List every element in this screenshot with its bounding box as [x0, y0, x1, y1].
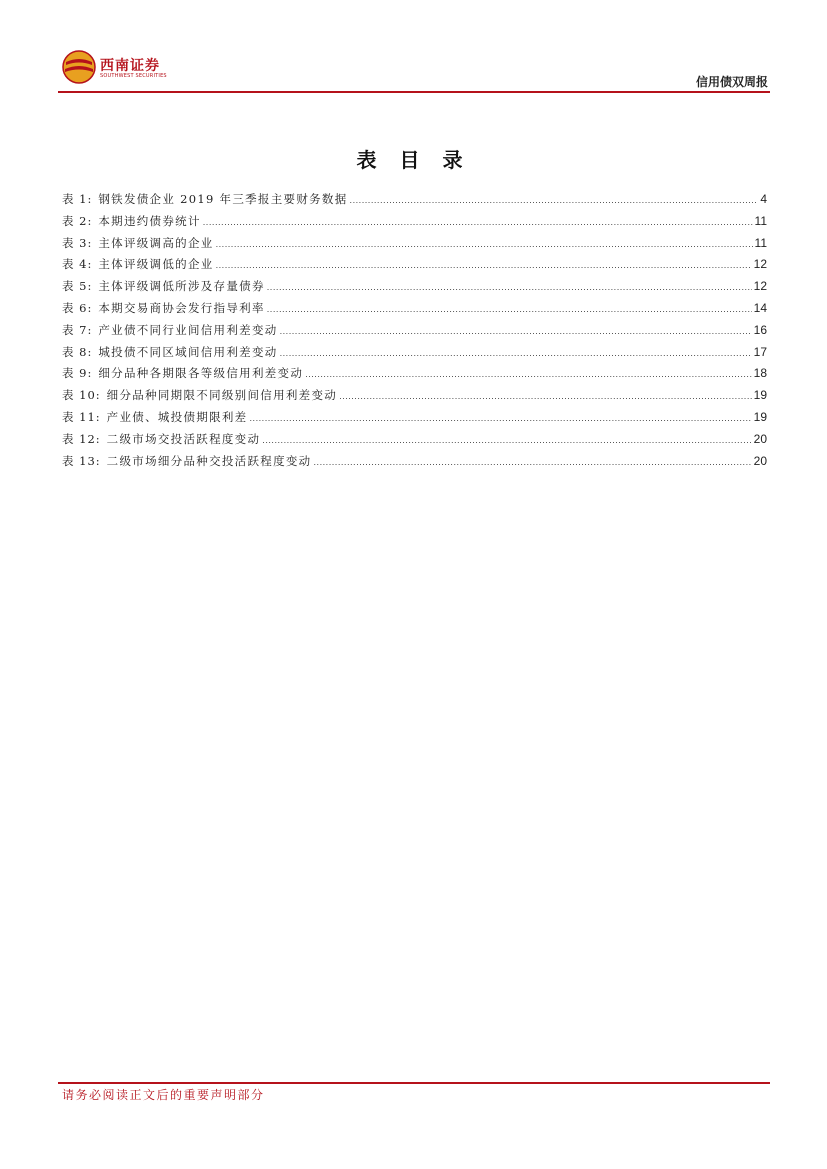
- toc-dot-leader: [267, 277, 752, 299]
- toc-entry[interactable]: [62, 320, 767, 342]
- toc-entry-page-number: 4: [760, 192, 767, 206]
- toc-dot-leader: [305, 364, 751, 386]
- toc-entry[interactable]: [62, 385, 767, 407]
- toc-entry-number: 表 13:: [62, 453, 101, 468]
- toc-entry-page-number: 18: [753, 366, 767, 381]
- toc-entry-label: 细分品种同期限不同级别间信用利差变动: [106, 388, 338, 403]
- toc-entry[interactable]: [62, 211, 767, 233]
- toc-entry[interactable]: [62, 363, 767, 385]
- toc-entry-number: 表 3:: [62, 235, 93, 250]
- toc-entry-label: 本期违约债券统计: [98, 213, 201, 228]
- toc-entry-label: 主体评级调低的企业: [98, 257, 214, 272]
- toc-entry-page-number: 17: [753, 344, 767, 359]
- toc-entry-number: 表 10:: [62, 388, 101, 403]
- toc-entry-number: 表 4:: [62, 257, 93, 272]
- toc-entry-number: 表 7:: [62, 322, 93, 337]
- toc-entry-label: 主体评级调低所涉及存量债券: [98, 279, 265, 294]
- toc-dot-leader: [262, 430, 751, 452]
- page-header: [58, 48, 770, 92]
- toc-entry-number: 表 8:: [62, 344, 93, 359]
- toc-entry[interactable]: [62, 342, 767, 364]
- toc-dot-leader: [313, 452, 751, 474]
- toc-entry-page-number: 12: [753, 257, 767, 272]
- logo-text-cn: 西南证券: [100, 58, 160, 74]
- report-type-label: 信用债双周报: [695, 75, 768, 89]
- toc-entry-page-number: 14: [753, 300, 767, 315]
- toc-entry[interactable]: [62, 189, 767, 211]
- logo-text-en: SOUTHWEST SECURITIES: [100, 73, 167, 79]
- toc-entry-label: 细分品种各期限各等级信用利差变动: [98, 366, 304, 381]
- toc-entry-label: 二级市场细分品种交投活跃程度变动: [106, 453, 312, 468]
- table-of-contents: [62, 189, 767, 472]
- toc-entry[interactable]: [62, 233, 767, 255]
- toc-entry-number: 表 9:: [62, 366, 93, 381]
- toc-dot-leader: [339, 386, 752, 408]
- southwest-securities-logo-icon: [62, 50, 96, 84]
- toc-entry-number: 表 1:: [62, 192, 93, 206]
- toc-entry-label: 本期交易商协会发行指导利率: [98, 300, 265, 315]
- toc-dot-leader: [216, 255, 752, 277]
- toc-entry-label: 产业债、城投债期限利差: [106, 409, 248, 424]
- toc-dot-leader: [280, 343, 752, 365]
- toc-entry-page-number: 11: [754, 213, 767, 228]
- toc-entry-page-number: 20: [753, 453, 767, 468]
- toc-entry-label: 二级市场交投活跃程度变动: [106, 431, 261, 446]
- toc-entry-label: 主体评级调高的企业: [98, 235, 214, 250]
- toc-entry-page-number: 16: [753, 322, 767, 337]
- toc-entry-page-number: 19: [753, 409, 767, 424]
- toc-entry-number: 表 6:: [62, 300, 93, 315]
- toc-dot-leader: [216, 234, 753, 256]
- toc-entry-number: 表 5:: [62, 279, 93, 294]
- footer-divider: [58, 1082, 770, 1084]
- toc-entry-label: 钢铁发债企业 2019 年三季报主要财务数据: [98, 192, 348, 206]
- toc-entry[interactable]: [62, 429, 767, 451]
- toc-entry-page-number: 20: [753, 431, 767, 446]
- toc-entry-label: 城投债不同区域间信用利差变动: [98, 344, 278, 359]
- toc-entry-page-number: 12: [753, 279, 767, 294]
- toc-title: 表 目 录: [356, 148, 471, 172]
- toc-dot-leader: [203, 212, 753, 234]
- header-divider: [58, 91, 770, 93]
- toc-entry[interactable]: [62, 407, 767, 429]
- toc-dot-leader: [280, 321, 752, 343]
- toc-entry-number: 表 2:: [62, 213, 93, 228]
- toc-entry[interactable]: [62, 298, 767, 320]
- toc-dot-leader: [249, 408, 751, 430]
- footer-disclaimer: 请务必阅读正文后的重要声明部分: [62, 1088, 265, 1102]
- toc-entry-label: 产业债不同行业间信用利差变动: [98, 322, 278, 337]
- toc-entry-page-number: 19: [753, 388, 767, 403]
- toc-entry[interactable]: [62, 254, 767, 276]
- toc-entry-number: 表 11:: [62, 409, 101, 424]
- toc-entry-page-number: 11: [754, 235, 767, 250]
- toc-dot-leader: [267, 299, 752, 321]
- toc-entry-number: 表 12:: [62, 431, 101, 446]
- toc-entry[interactable]: [62, 451, 767, 473]
- toc-entry[interactable]: [62, 276, 767, 298]
- toc-dot-leader: [350, 190, 759, 212]
